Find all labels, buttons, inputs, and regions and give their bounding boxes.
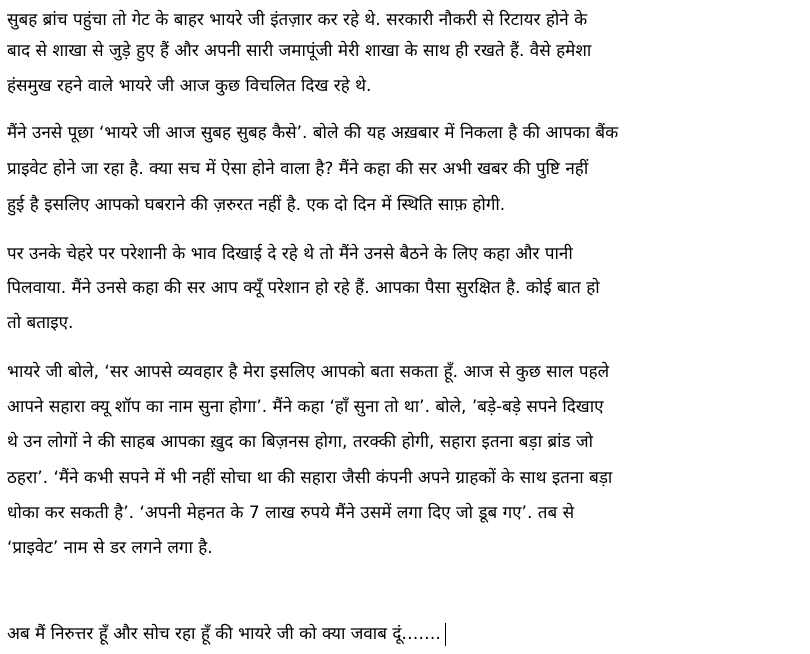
- paragraph-line: अब मैं निरुत्तर हूँ और सोच रहा हूँ की भायरे जी को क्या जवाब दूं…….: [7, 624, 441, 644]
- paragraph-line: धोका कर सकती है’. ‘अपनी मेहनत के 7 लाख रुपये मैंने उसमें लगा दिए जो डूब गए’. तब से: [7, 503, 575, 523]
- paragraph-line: प्राइवेट होने जा रहा है. क्या सच में ऐसा होने वाला है? मैंने कहा की सर अभी खबर की पुष्टि नहीं: [7, 159, 589, 179]
- paragraph-line: हुई है इसलिए आपको घबराने की ज़रुरत नहीं है. एक दो दिन में स्थिति साफ़ होगी.: [7, 195, 506, 215]
- paragraph-line: पर उनके चेहरे पर परेशानी के भाव दिखाई दे रहे थे तो मैंने उनसे बैठने के लिए कहा और पानी: [7, 244, 573, 264]
- paragraph-line: ‘प्राइवेट’ नाम से डर लगने लगा है.: [7, 538, 213, 558]
- paragraph-line: पिलवाया. मैंने उनसे कहा की सर आप क्यूँ परेशान हो रहे हैं. आपका पैसा सुरक्षित है. कोई बात हो: [7, 278, 600, 298]
- paragraph-line: सुबह ब्रांच पहुंचा तो गेट के बाहर भायरे जी इंतज़ार कर रहे थे. सरकारी नौकरी से रिटायर होने के: [7, 10, 588, 30]
- paragraph-line: मैंने उनसे पूछा ‘भायरे जी आज सुबह सुबह कैसे’. बोले की यह अख़बार में निकला है की आपका बैंक: [7, 123, 619, 143]
- paragraph-line: हंसमुख रहने वाले भायरे जी आज कुछ विचलित दिख रहे थे.: [7, 76, 372, 96]
- paragraph-line: तो बताइए.: [7, 313, 74, 333]
- paragraph-line: भायरे जी बोले, ‘सर आपसे व्यवहार है मेरा इसलिए आपको बता सकता हूँ. आज से कुछ साल पहले: [7, 362, 610, 382]
- paragraph-line: थे उन लोगों ने की साहब आपका ख़ुद का बिज़नस होगा, तरक्की होगी, सहारा इतना बड़ा ब्रांड जो: [7, 432, 593, 452]
- paragraph-line: बाद से शाखा से जुड़े हुए हैं और अपनी सारी जमापूंजी मेरी शाखा के साथ ही रखते हैं. वैसे हमेशा: [7, 41, 592, 61]
- paragraph-line: ठहरा’. ‘मैंने कभी सपने में भी नहीं सोचा था की सहारा जैसी कंपनी अपने ग्राहकों के साथ इतना बड़ा: [7, 468, 613, 488]
- text-cursor: [445, 623, 446, 646]
- paragraph-line: आपने सहारा क्यू शॉप का नाम सुना होगा’. मैंने कहा ‘हाँ सुना तो था’. बोले, ’बड़े-बड़े सपने दिखाए: [7, 397, 604, 417]
